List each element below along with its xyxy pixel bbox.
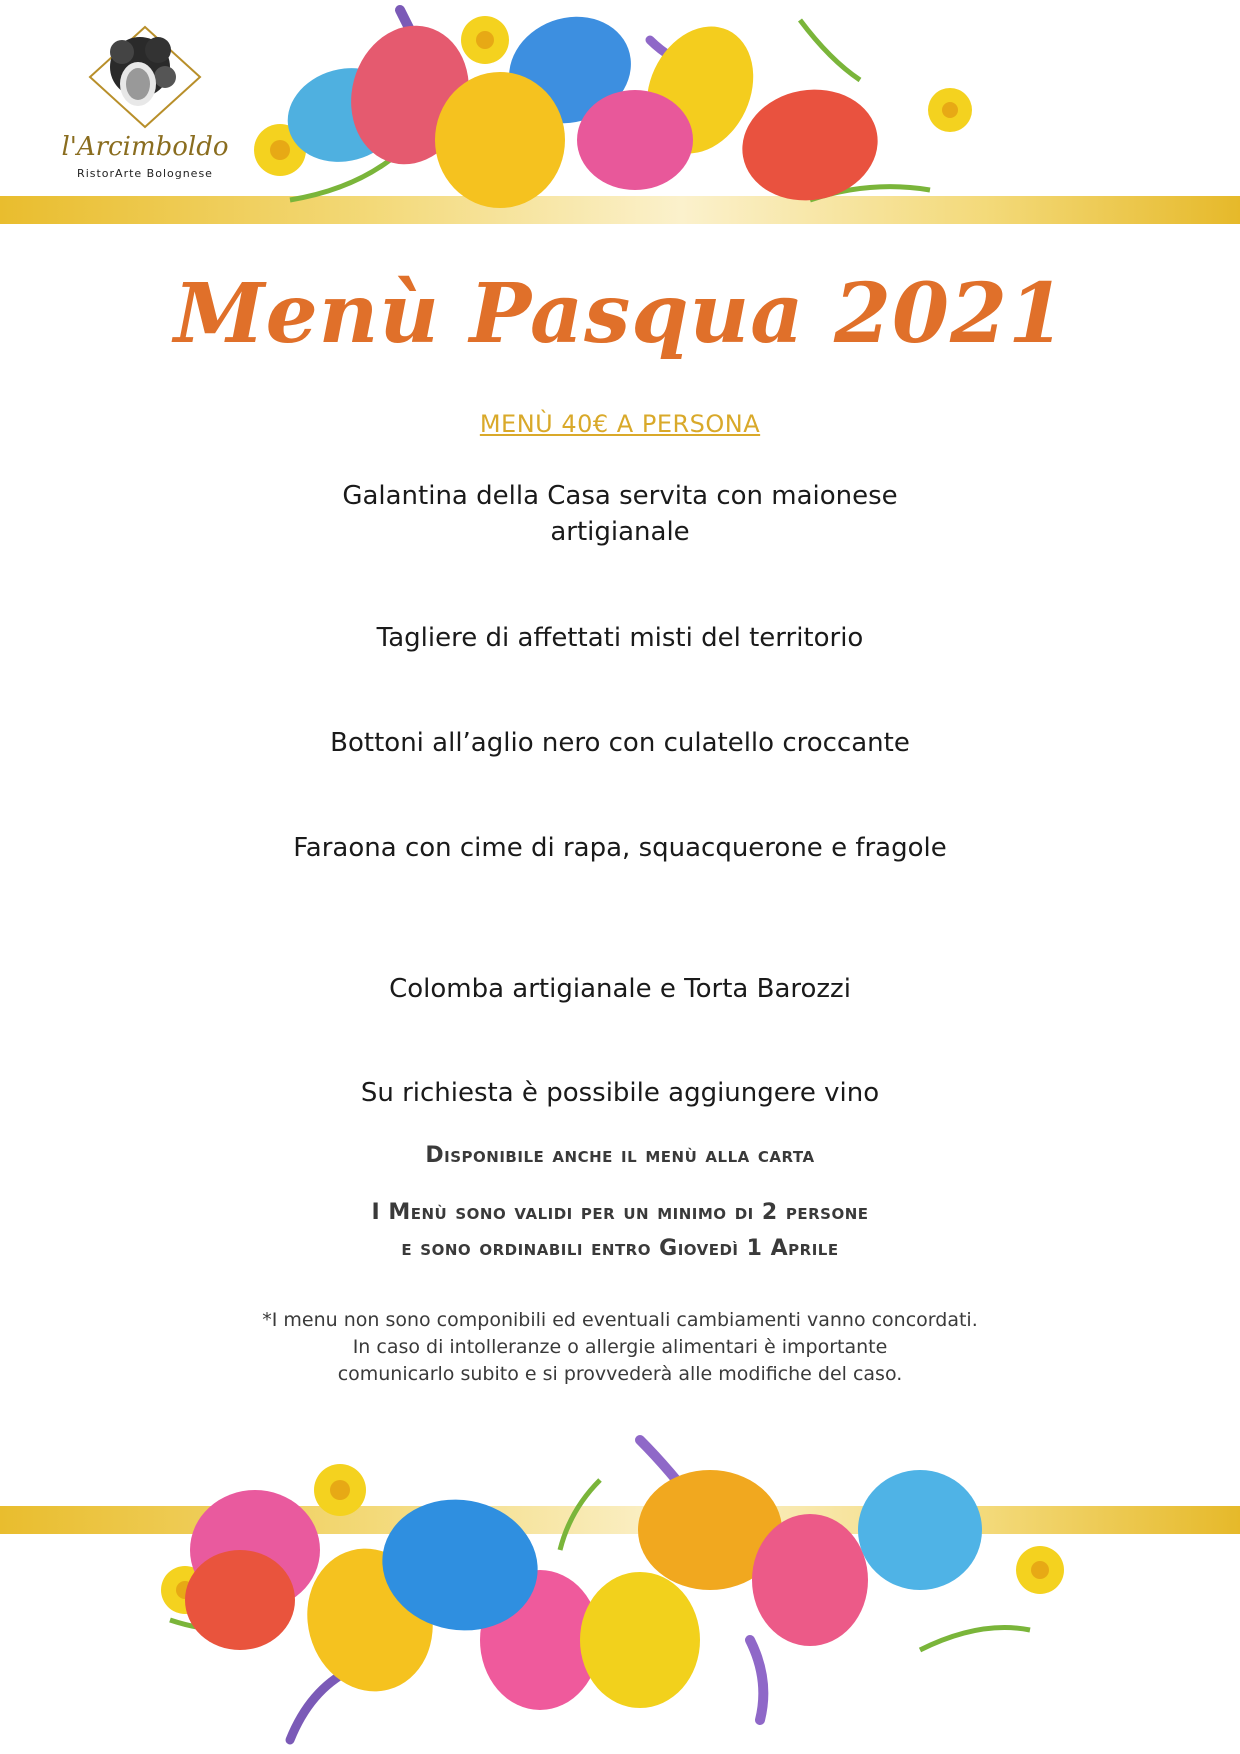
easter-egg — [580, 1572, 700, 1708]
flower-icon — [461, 16, 509, 64]
restaurant-logo — [30, 22, 260, 182]
footnote-line: In caso di intolleranze o allergie alimentari è importante — [352, 1336, 888, 1358]
easter-egg — [577, 90, 693, 190]
flower-icon — [314, 1464, 366, 1516]
easter-eggs-top-decoration — [250, 0, 990, 250]
menu-price: MENÙ 40€ A PERSONA — [479, 410, 761, 438]
dish-item: Bottoni all’aglio nero con culatello croccante — [330, 728, 910, 758]
flower-icon — [1016, 1546, 1064, 1594]
easter-egg — [858, 1470, 982, 1590]
dish-item: Colomba artigianale e Torta Barozzi — [389, 974, 851, 1004]
dish-item: Galantina della Casa servita con maionese artigianale — [342, 481, 898, 547]
logo-subtitle: RistorArte Bolognese — [77, 167, 213, 180]
easter-eggs-bottom-decoration — [160, 1420, 1080, 1754]
menu-title: Menù Pasqua 2021 — [173, 266, 1067, 362]
flower-icon — [928, 88, 972, 132]
easter-egg — [185, 1550, 295, 1650]
wine-note: Su richiesta è possibile aggiungere vino — [360, 1078, 880, 1108]
logo-emblem-icon — [30, 22, 260, 132]
easter-egg — [733, 79, 886, 211]
availability-note: Disponibile anche il menù alla carta — [425, 1143, 815, 1168]
dish-item: Tagliere di affettati misti del territorio — [376, 623, 864, 653]
dish-item: Faraona con cime di rapa, squacquerone e fragole — [293, 833, 947, 863]
footnote-line: *I menu non sono componibili ed eventuali cambiamenti vanno concordati. — [262, 1309, 978, 1331]
order-deadline-note: e sono ordinabili entro Giovedì 1 Aprile — [401, 1236, 839, 1261]
easter-egg — [435, 72, 565, 208]
footnote-line: comunicarlo subito e si provvederà alle modifiche del caso. — [337, 1363, 903, 1385]
allergy-footnote — [170, 1307, 1070, 1388]
logo-name: l'Arcimboldo — [61, 132, 229, 162]
minimum-persons-note: I Menù sono validi per un minimo di 2 persone — [371, 1200, 869, 1225]
easter-egg — [752, 1514, 868, 1646]
